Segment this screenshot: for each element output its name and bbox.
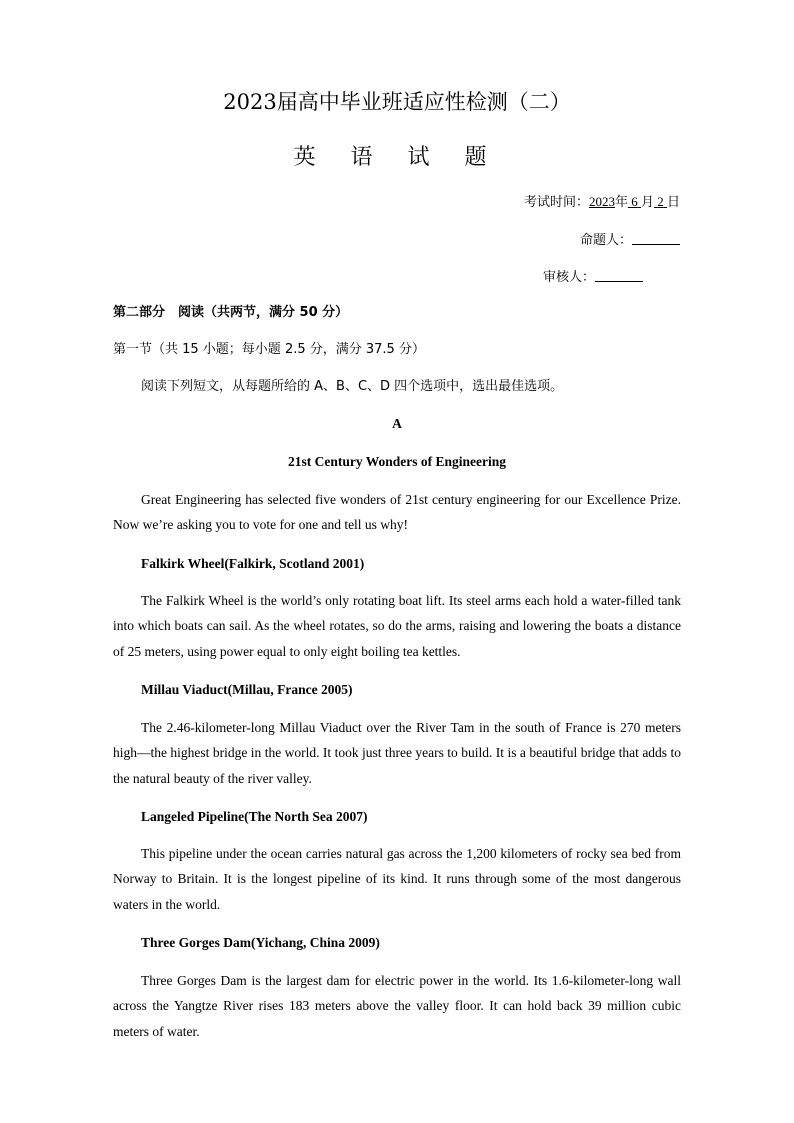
item-text-falkirk: The Falkirk Wheel is the world’s only rotating boat lift. Its steel arms each hold a water-filled tank into which boats can sail. As the wheel rotates, so do the arms, raising and lowering the boats a distance of 25 meters, using power equal to only eight boiling tea kettles. xyxy=(113,593,681,659)
item-text-three-gorges: Three Gorges Dam is the largest dam for electric power in the world. Its 1.6-kilometer-long wall across the Yangtze River rises 183 meters above the valley floor. It can hold back 39 million cubic meters of water. xyxy=(113,973,681,1039)
part-title: 第二部分 阅读（共两节，满分 50 分） xyxy=(113,305,349,320)
setter-label: 命题人： xyxy=(579,233,632,248)
passage-intro: Great Engineering has selected five wonders of 21st century engineering for our Excellence Prize. Now we’re asking you to vote for one and tell us why! xyxy=(113,492,681,533)
setter-blank xyxy=(632,232,680,245)
subject-title: 英 语 试 题 xyxy=(293,145,501,170)
instruction: 阅读下列短文，从每题所给的 A、B、C、D 四个选项中，选出最佳选项。 xyxy=(141,379,564,394)
setter-line xyxy=(580,229,680,248)
item-text-millau: The 2.46-kilometer-long Millau Viaduct over the River Tam in the south of France is 270 meters high—the highest bridge in the world. It took just three years to build. It is a beautiful bridge that adds to the natural beauty of the river valley. xyxy=(113,720,681,786)
reviewer-label: 审核人： xyxy=(542,270,595,285)
section-subtitle: 第一节（共 15 小题；每小题 2.5 分，满分 37.5 分） xyxy=(113,342,425,357)
passage-title: 21st Century Wonders of Engineering xyxy=(287,454,506,469)
exam-title: 2023届高中毕业班适应性检测（二） xyxy=(223,90,571,114)
exam-year: 2023 xyxy=(588,194,615,209)
passage-label: A xyxy=(392,416,402,431)
item-heading-three-gorges: Three Gorges Dam(Yichang, China 2009) xyxy=(141,935,380,950)
reviewer-blank xyxy=(595,269,643,282)
reviewer-line xyxy=(543,266,643,285)
item-heading-falkirk: Falkirk Wheel(Falkirk, Scotland 2001) xyxy=(141,556,365,571)
year-char: 年 xyxy=(614,195,628,210)
month-char: 月 xyxy=(640,195,654,210)
exam-day: 2 xyxy=(657,194,664,209)
exam-month: 6 xyxy=(631,194,638,209)
item-heading-millau: Millau Viaduct(Millau, France 2005) xyxy=(141,682,353,697)
item-text-langeled: This pipeline under the ocean carries natural gas across the 1,200 kilometers of rocky sea bed from Norway to Britain. It is the longest pipeline of its kind. It runs through some of the most dangerous waters in the world. xyxy=(113,846,681,912)
item-heading-langeled: Langeled Pipeline(The North Sea 2007) xyxy=(141,809,368,824)
exam-time-line xyxy=(524,191,680,210)
day-char: 日 xyxy=(666,195,680,210)
exam-time-label: 考试时间： xyxy=(523,195,589,210)
